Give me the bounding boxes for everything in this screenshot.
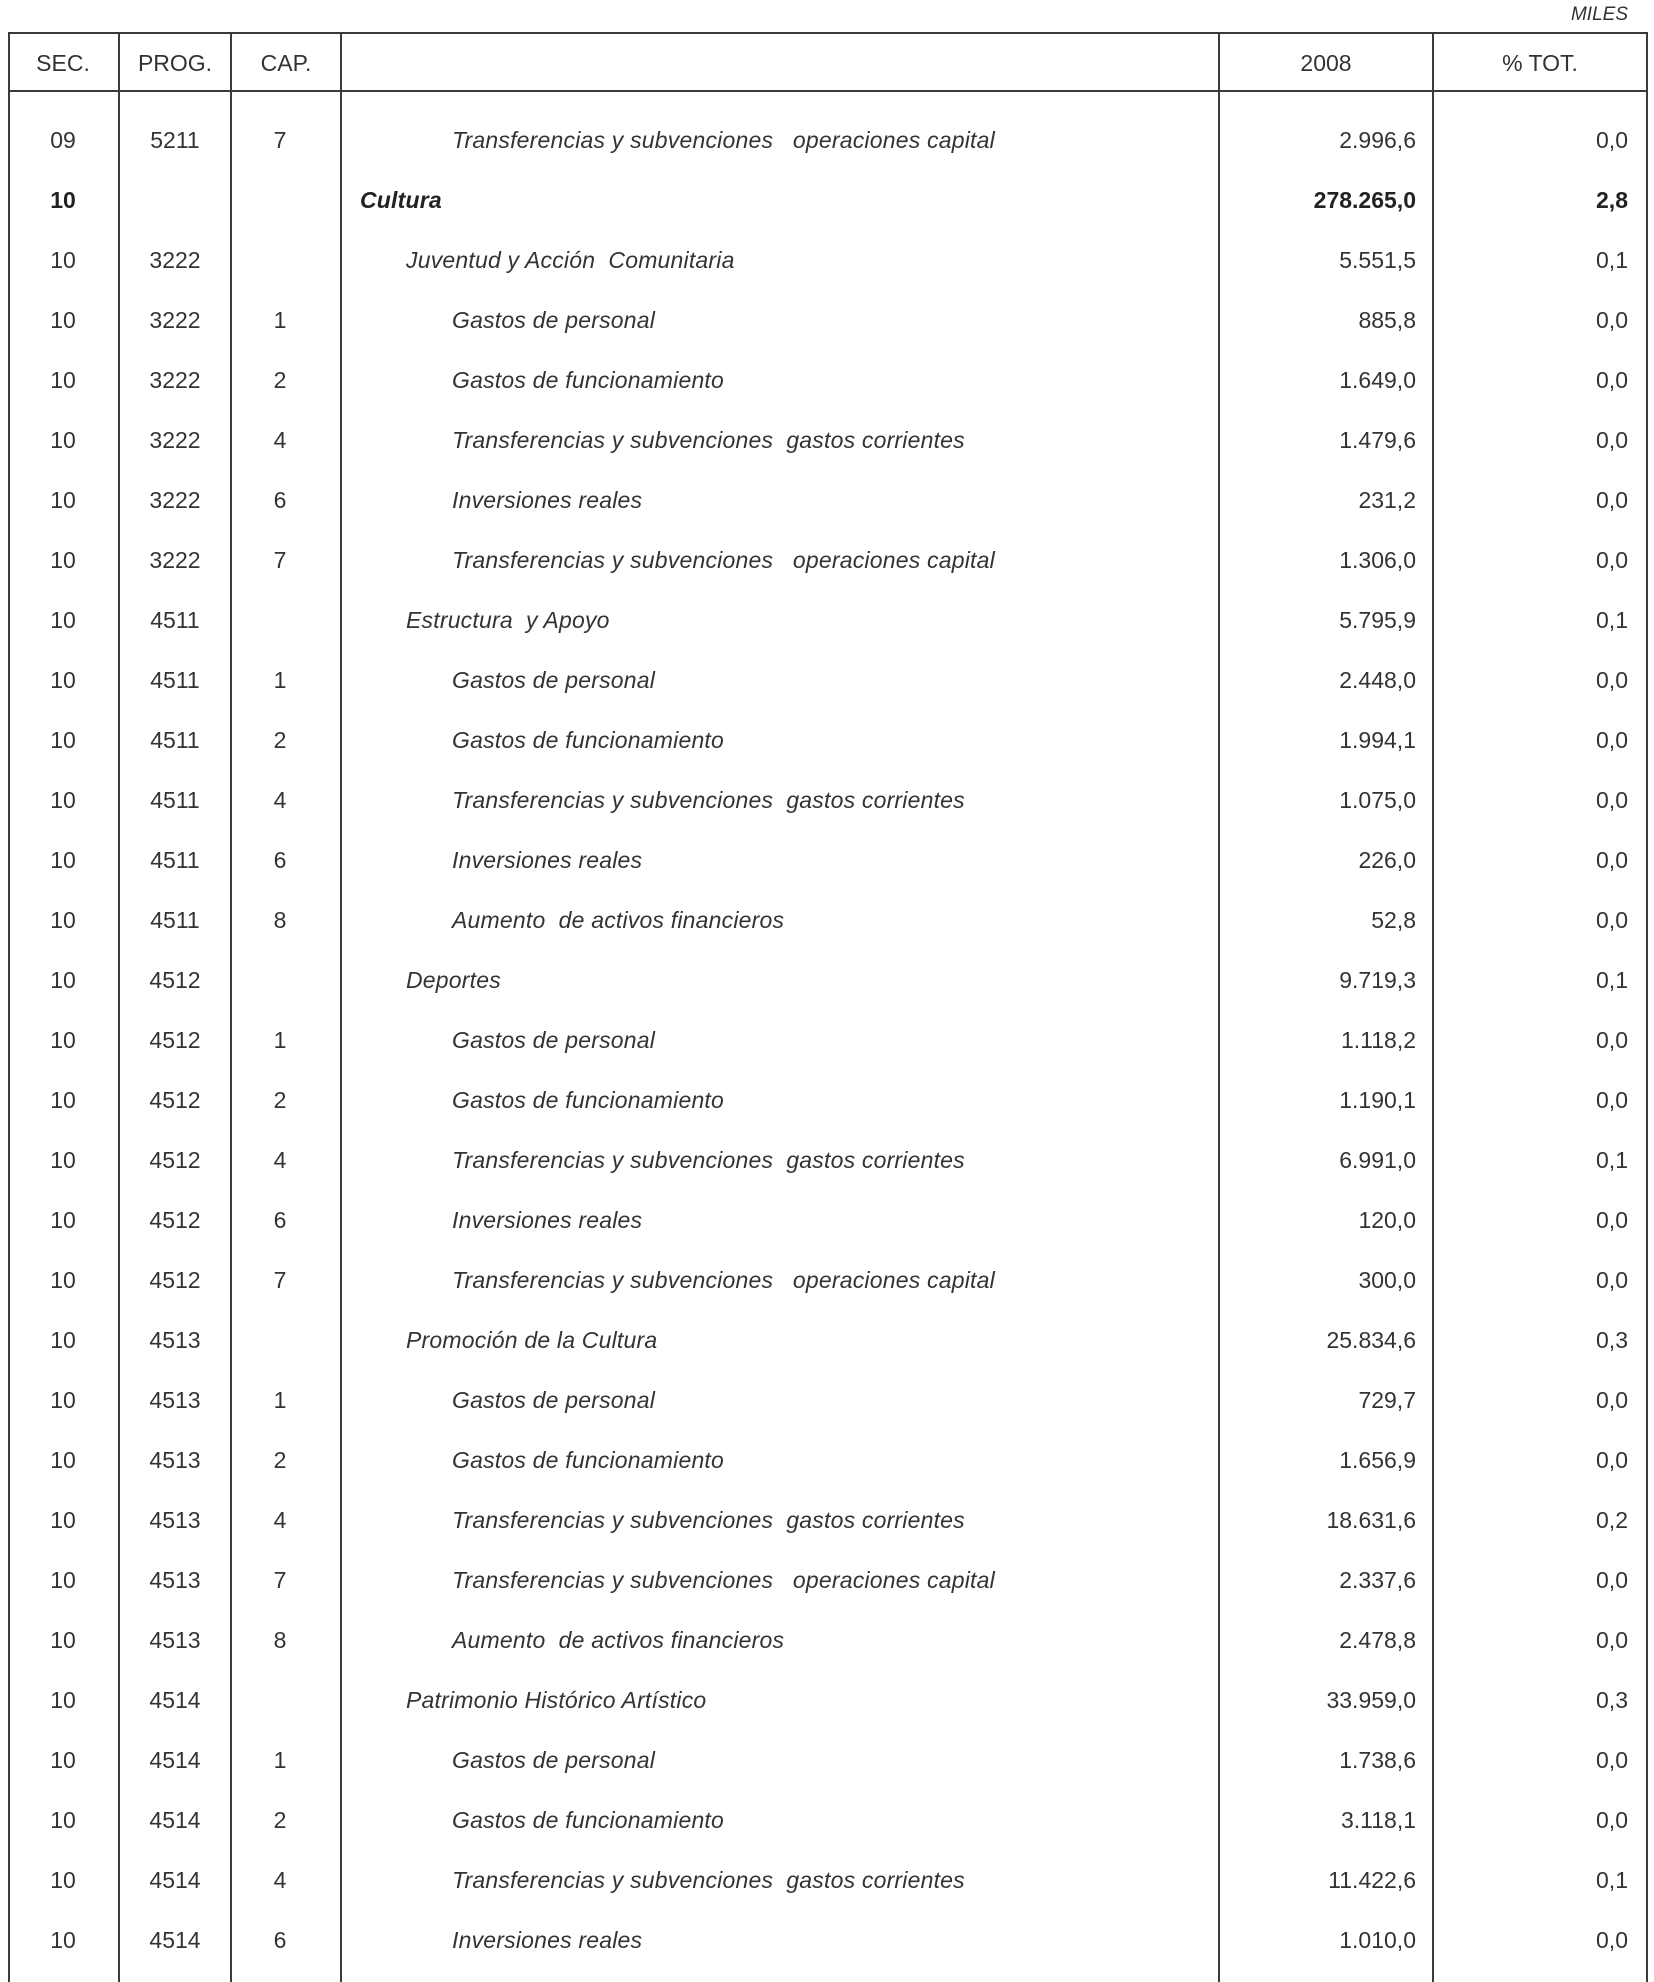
cell-prog: 3222 xyxy=(149,247,201,273)
cell-cap: 8 xyxy=(273,1627,287,1653)
cell-pct-total: 0,1 xyxy=(1596,967,1628,993)
cell-prog: 4511 xyxy=(150,607,200,633)
cell-description: Gastos de funcionamiento xyxy=(452,1447,725,1473)
cell-amount-2008: 1.656,9 xyxy=(1339,1447,1416,1473)
cell-description: Transferencias y subvenciones gastos corrientes xyxy=(452,1147,965,1173)
cell-description: Gastos de personal xyxy=(452,307,656,333)
cell-prog: 4512 xyxy=(149,1087,201,1113)
table-row xyxy=(8,650,1648,710)
table-row xyxy=(8,1130,1648,1190)
cell-sec: 10 xyxy=(50,967,76,993)
cell-prog: 4513 xyxy=(149,1327,201,1353)
cell-prog: 4513 xyxy=(149,1567,201,1593)
cell-sec: 09 xyxy=(50,127,76,153)
cell-cap xyxy=(232,170,328,230)
cell-description: Aumento de activos financieros xyxy=(452,1627,785,1653)
cell-pct-total: 0,0 xyxy=(1596,907,1628,933)
cell-description: Gastos de personal xyxy=(452,1387,656,1413)
cell-prog: 3222 xyxy=(149,547,201,573)
cell-pct-total: 0,0 xyxy=(1596,367,1628,393)
cell-cap: 2 xyxy=(273,367,287,393)
cell-pct-total: 0,1 xyxy=(1596,1867,1628,1893)
cell-pct-total: 0,0 xyxy=(1596,127,1628,153)
cell-pct-total: 0,0 xyxy=(1596,1087,1628,1113)
cell-cap: 4 xyxy=(273,1507,287,1533)
cell-amount-2008: 300,0 xyxy=(1358,1267,1416,1293)
cell-pct-total: 0,0 xyxy=(1596,1807,1628,1833)
cell-prog: 4512 xyxy=(149,1267,201,1293)
table-row xyxy=(8,1550,1648,1610)
cell-description: Inversiones reales xyxy=(452,847,643,873)
cell-amount-2008: 2.337,6 xyxy=(1339,1567,1416,1593)
cell-sec: 10 xyxy=(50,1507,76,1533)
cell-prog: 4512 xyxy=(149,1147,201,1173)
cell-prog: 4512 xyxy=(149,967,201,993)
cell-pct-total: 0,0 xyxy=(1596,547,1628,573)
cell-cap: 7 xyxy=(273,547,287,573)
cell-prog: 4511 xyxy=(150,787,200,813)
table-row xyxy=(8,1850,1648,1910)
cell-sec: 10 xyxy=(50,547,76,573)
cell-sec: 10 xyxy=(50,1927,76,1953)
cell-amount-2008: 1.738,6 xyxy=(1339,1747,1416,1773)
cell-prog: 4514 xyxy=(149,1747,201,1773)
cell-sec: 10 xyxy=(50,187,76,213)
cell-cap: 1 xyxy=(273,1387,287,1413)
cell-sec: 10 xyxy=(50,1267,76,1293)
cell-sec: 10 xyxy=(50,727,76,753)
cell-cap: 6 xyxy=(273,1207,287,1233)
table-row xyxy=(8,710,1648,770)
cell-prog: 4511 xyxy=(150,727,200,753)
cell-sec: 10 xyxy=(50,1567,76,1593)
cell-prog: 4513 xyxy=(149,1387,201,1413)
cell-sec: 10 xyxy=(50,667,76,693)
cell-pct-total: 0,1 xyxy=(1596,1147,1628,1173)
cell-sec: 10 xyxy=(50,1747,76,1773)
cell-description: Gastos de funcionamiento xyxy=(452,727,725,753)
cell-sec: 10 xyxy=(50,787,76,813)
table-row xyxy=(8,830,1648,890)
cell-sec: 10 xyxy=(50,1027,76,1053)
cell-pct-total: 0,0 xyxy=(1596,1267,1628,1293)
cell-prog xyxy=(120,170,230,230)
cell-pct-total: 0,0 xyxy=(1596,487,1628,513)
cell-sec: 10 xyxy=(50,1447,76,1473)
table-row xyxy=(8,530,1648,590)
cell-cap: 1 xyxy=(273,1747,287,1773)
cell-amount-2008: 52,8 xyxy=(1371,907,1416,933)
cell-prog: 4511 xyxy=(150,847,200,873)
table-row xyxy=(8,1910,1648,1970)
cell-prog: 4511 xyxy=(150,907,200,933)
cell-prog: 4512 xyxy=(149,1207,201,1233)
cell-amount-2008: 729,7 xyxy=(1358,1387,1416,1413)
cell-prog: 3222 xyxy=(149,487,201,513)
cell-amount-2008: 1.010,0 xyxy=(1339,1927,1416,1953)
cell-description: Estructura y Apoyo xyxy=(406,607,610,633)
cell-pct-total: 0,0 xyxy=(1596,1447,1628,1473)
cell-cap: 2 xyxy=(273,1807,287,1833)
cell-description: Gastos de funcionamiento xyxy=(452,1087,725,1113)
cell-pct-total: 0,0 xyxy=(1596,307,1628,333)
table-row xyxy=(8,1310,1648,1370)
cell-pct-total: 0,1 xyxy=(1596,607,1628,633)
cell-sec: 10 xyxy=(50,1867,76,1893)
cell-prog: 4513 xyxy=(149,1627,201,1653)
cell-cap: 7 xyxy=(273,127,287,153)
table-row xyxy=(8,1730,1648,1790)
cell-pct-total: 0,0 xyxy=(1596,1027,1628,1053)
table-row xyxy=(8,230,1648,290)
cell-pct-total: 0,0 xyxy=(1596,847,1628,873)
cell-amount-2008: 18.631,6 xyxy=(1326,1507,1416,1533)
table-row xyxy=(8,350,1648,410)
cell-prog: 4511 xyxy=(150,667,200,693)
header-cap: CAP. xyxy=(260,50,312,76)
cell-cap: 1 xyxy=(273,307,287,333)
cell-prog: 4514 xyxy=(149,1807,201,1833)
cell-description: Patrimonio Histórico Artístico xyxy=(406,1687,707,1713)
cell-pct-total: 2,8 xyxy=(1596,187,1628,213)
table-row xyxy=(8,170,1648,230)
cell-pct-total: 0,0 xyxy=(1596,1627,1628,1653)
cell-sec: 10 xyxy=(50,367,76,393)
cell-cap: 6 xyxy=(273,487,287,513)
cell-amount-2008: 231,2 xyxy=(1358,487,1416,513)
cell-pct-total: 0,0 xyxy=(1596,1567,1628,1593)
cell-sec: 10 xyxy=(50,487,76,513)
budget-table xyxy=(8,32,1648,1982)
cell-cap: 6 xyxy=(273,847,287,873)
cell-amount-2008: 3.118,1 xyxy=(1340,1807,1416,1833)
cell-pct-total: 0,2 xyxy=(1596,1507,1628,1533)
cell-amount-2008: 120,0 xyxy=(1358,1207,1416,1233)
cell-sec: 10 xyxy=(50,907,76,933)
cell-description: Gastos de personal xyxy=(452,667,656,693)
cell-prog: 4512 xyxy=(149,1027,201,1053)
cell-prog: 5211 xyxy=(150,127,200,153)
table-row xyxy=(8,770,1648,830)
cell-cap: 2 xyxy=(273,1447,287,1473)
cell-description: Gastos de personal xyxy=(452,1747,656,1773)
cell-description: Gastos de funcionamiento xyxy=(452,1807,725,1833)
cell-amount-2008: 1.649,0 xyxy=(1339,367,1416,393)
table-row xyxy=(8,1430,1648,1490)
cell-amount-2008: 1.075,0 xyxy=(1339,787,1416,813)
cell-amount-2008: 1.994,1 xyxy=(1339,727,1416,753)
cell-amount-2008: 2.996,6 xyxy=(1339,127,1416,153)
cell-description: Transferencias y subvenciones gastos corrientes xyxy=(452,787,965,813)
cell-prog: 4514 xyxy=(149,1927,201,1953)
cell-pct-total: 0,3 xyxy=(1596,1327,1628,1353)
table-row xyxy=(8,110,1648,170)
cell-description: Inversiones reales xyxy=(452,1207,643,1233)
cell-prog: 3222 xyxy=(149,427,201,453)
table-row xyxy=(8,1070,1648,1130)
table-row xyxy=(8,410,1648,470)
header-sec: SEC. xyxy=(36,50,90,76)
cell-amount-2008: 1.118,2 xyxy=(1340,1027,1416,1053)
cell-description: Inversiones reales xyxy=(452,1927,643,1953)
cell-cap: 4 xyxy=(273,1867,287,1893)
cell-prog: 3222 xyxy=(149,367,201,393)
cell-amount-2008: 25.834,6 xyxy=(1326,1327,1416,1353)
cell-sec: 10 xyxy=(50,1627,76,1653)
table-row xyxy=(8,290,1648,350)
table-row xyxy=(8,890,1648,950)
cell-cap: 4 xyxy=(273,787,287,813)
cell-description: Inversiones reales xyxy=(452,487,643,513)
cell-sec: 10 xyxy=(50,1807,76,1833)
cell-cap xyxy=(232,1670,328,1730)
cell-sec: 10 xyxy=(50,307,76,333)
table-row xyxy=(8,1490,1648,1550)
cell-description: Cultura xyxy=(360,187,442,213)
cell-pct-total: 0,0 xyxy=(1596,667,1628,693)
cell-amount-2008: 6.991,0 xyxy=(1339,1147,1416,1173)
cell-description: Gastos de personal xyxy=(452,1027,656,1053)
cell-cap xyxy=(232,590,328,650)
units-label: MILES xyxy=(1570,4,1628,25)
cell-pct-total: 0,1 xyxy=(1596,247,1628,273)
cell-sec: 10 xyxy=(50,1087,76,1113)
cell-amount-2008: 5.795,9 xyxy=(1339,607,1416,633)
cell-amount-2008: 1.306,0 xyxy=(1339,547,1416,573)
cell-amount-2008: 226,0 xyxy=(1358,847,1416,873)
cell-prog: 4514 xyxy=(149,1867,201,1893)
cell-description: Deportes xyxy=(406,967,501,993)
table-row xyxy=(8,470,1648,530)
table-row xyxy=(8,1010,1648,1070)
cell-amount-2008: 2.448,0 xyxy=(1339,667,1416,693)
table-row xyxy=(8,1790,1648,1850)
cell-cap: 1 xyxy=(273,1027,287,1053)
cell-cap: 4 xyxy=(273,1147,287,1173)
cell-cap xyxy=(232,950,328,1010)
cell-cap: 2 xyxy=(273,1087,287,1113)
cell-amount-2008: 11.422,6 xyxy=(1328,1867,1416,1893)
cell-description: Promoción de la Cultura xyxy=(406,1327,658,1353)
cell-amount-2008: 278.265,0 xyxy=(1313,187,1416,213)
cell-pct-total: 0,0 xyxy=(1596,1207,1628,1233)
table-row xyxy=(8,950,1648,1010)
table-row xyxy=(8,1670,1648,1730)
cell-cap: 7 xyxy=(273,1267,287,1293)
cell-prog: 3222 xyxy=(149,307,201,333)
cell-description: Transferencias y subvenciones operaciones capital xyxy=(452,547,995,573)
cell-cap: 8 xyxy=(273,907,287,933)
cell-sec: 10 xyxy=(50,1387,76,1413)
cell-cap xyxy=(232,230,328,290)
cell-description: Transferencias y subvenciones gastos corrientes xyxy=(452,427,965,453)
header-description xyxy=(342,34,1218,92)
cell-sec: 10 xyxy=(50,1687,76,1713)
header-pct: % TOT. xyxy=(1502,50,1578,76)
cell-description: Transferencias y subvenciones operaciones capital xyxy=(452,127,995,153)
table-row xyxy=(8,590,1648,650)
table-row xyxy=(8,1250,1648,1310)
cell-cap: 7 xyxy=(273,1567,287,1593)
cell-description: Gastos de funcionamiento xyxy=(452,367,725,393)
cell-cap: 6 xyxy=(273,1927,287,1953)
cell-cap xyxy=(232,1310,328,1370)
cell-amount-2008: 33.959,0 xyxy=(1326,1687,1416,1713)
cell-sec: 10 xyxy=(50,427,76,453)
cell-prog: 4513 xyxy=(149,1447,201,1473)
cell-description: Aumento de activos financieros xyxy=(452,907,785,933)
cell-description: Transferencias y subvenciones operaciones capital xyxy=(452,1267,995,1293)
cell-amount-2008: 2.478,8 xyxy=(1339,1627,1416,1653)
cell-sec: 10 xyxy=(50,1327,76,1353)
cell-pct-total: 0,0 xyxy=(1596,1387,1628,1413)
cell-pct-total: 0,0 xyxy=(1596,787,1628,813)
cell-description: Transferencias y subvenciones operaciones capital xyxy=(452,1567,995,1593)
cell-pct-total: 0,0 xyxy=(1596,727,1628,753)
table-row xyxy=(8,1610,1648,1670)
cell-sec: 10 xyxy=(50,1147,76,1173)
cell-sec: 10 xyxy=(50,1207,76,1233)
cell-amount-2008: 9.719,3 xyxy=(1339,967,1416,993)
cell-prog: 4513 xyxy=(149,1507,201,1533)
header-prog: PROG. xyxy=(137,50,213,76)
cell-description: Transferencias y subvenciones gastos corrientes xyxy=(452,1867,965,1893)
header-year: 2008 xyxy=(1300,50,1352,76)
cell-pct-total: 0,3 xyxy=(1596,1687,1628,1713)
cell-description: Transferencias y subvenciones gastos corrientes xyxy=(452,1507,965,1533)
cell-pct-total: 0,0 xyxy=(1596,427,1628,453)
cell-amount-2008: 5.551,5 xyxy=(1339,247,1416,273)
cell-sec: 10 xyxy=(50,247,76,273)
cell-sec: 10 xyxy=(50,607,76,633)
table-header xyxy=(8,34,1648,92)
cell-amount-2008: 1.190,1 xyxy=(1339,1087,1416,1113)
cell-cap: 2 xyxy=(273,727,287,753)
cell-cap: 4 xyxy=(273,427,287,453)
cell-pct-total: 0,0 xyxy=(1596,1927,1628,1953)
table-row xyxy=(8,1190,1648,1250)
cell-cap: 1 xyxy=(273,667,287,693)
cell-amount-2008: 885,8 xyxy=(1358,307,1416,333)
cell-amount-2008: 1.479,6 xyxy=(1339,427,1416,453)
cell-pct-total: 0,0 xyxy=(1596,1747,1628,1773)
cell-description: Juventud y Acción Comunitaria xyxy=(406,247,735,273)
cell-sec: 10 xyxy=(50,847,76,873)
cell-prog: 4514 xyxy=(149,1687,201,1713)
table-row xyxy=(8,1370,1648,1430)
